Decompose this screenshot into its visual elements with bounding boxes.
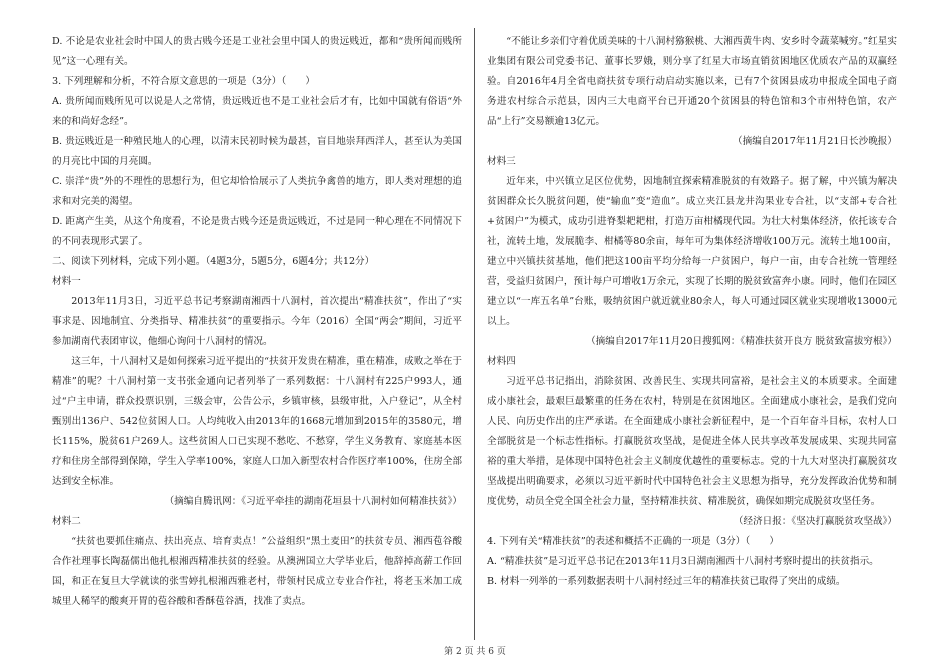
option-b: B. 贵远贱近是一种殖民地人的心理，以清末民初时候为最甚，盲目地崇拜西洋人，甚至认为美国的月亮比中国的月亮圆。: [52, 136, 462, 167]
material-1-para-2: 这三年，十八洞村又是如何探索习近平提出的“扶贫开发贵在精准，重在精准，成败之举在于精准”的呢？十八洞村第一支书张金通向记者列举了一系列数据：十八洞村有225户993人，通过“户主申请，群众投票识别，三级会审，公告公示，乡镇审核，县级审批，入户登记”，从全村甄别出136户、542位贫困人口。人均纯收入由2013年的1668元增加到2015年的3580元，增长115%，脱贫61户269人。这些贫困人口已实现不愁吃、不愁穿，学生义务教育、家庭基本医疗和住房全部得到保障，学生入学率100%，家庭人口加入新型农村合作医疗率100%，住房全部达到安全标准。: [52, 356, 462, 487]
left-column: [52, 32, 462, 612]
material-3-label: 材料三: [487, 156, 516, 167]
q4-option-a: A. “精准扶贫”是习近平总书记在2013年11月3日湖南湘西十八洞村考察时提出的扶贫指示。: [487, 556, 879, 567]
question-4: 4. 下列有关“精准扶贫”的表述和概括不正确的一项是（3分）（ ）: [487, 536, 779, 547]
q4-option-b: B. 材料一列举的一系列数据表明十八洞村经过三年的精准扶贫已取得了突出的成绩。: [487, 576, 846, 587]
option-c: C. 崇洋“贵”外的不理性的思想行为，但它却恰恰展示了人类抗争禽兽的地方，即人类对理想的追求和对完美的渴望。: [52, 176, 462, 207]
material-4-label: 材料四: [487, 356, 516, 367]
material-1-label: 材料一: [52, 276, 81, 287]
question-3: 3. 下列理解和分析，不符合原文意思的一项是（3分）（ ）: [52, 76, 315, 87]
page-footer: 第 2 页 共 6 页: [444, 647, 506, 657]
column-divider: [474, 28, 475, 640]
option-d: D. 距离产生美，从这个角度看，不论是贵古贱今还是贵远贱近，不过是同一种心理在不同情况下的不同表现形式罢了。: [52, 216, 462, 247]
section-heading: 二、阅读下列材料，完成下列小题。（4题3分，5题5分，6题4分；共12分）: [52, 256, 375, 267]
material-2-label: 材料二: [52, 516, 81, 527]
material-4-source: （经济日报：《坚决打赢脱贫攻坚战》）: [733, 516, 897, 527]
material-2-para-1: “扶贫也要抓住痛点、扶出亮点、培育卖点！”公益组织“黑土麦田”的扶贫专员、湘西苞谷酸合作社理事长陶磊儒出他扎根湘西精准扶贫的经验。从澳洲国立大学毕业后，他辞掉高薪工作回国，和正在复旦大学就读的张雪婷扎根湘西雅老村，带领村民成立专业合作社，将老玉米加工成城里人稀罕的酸爽开胃的苞谷酸和香酥苞谷酒，找准了卖点。: [52, 536, 462, 607]
material-1-para-1: 2013年11月3日，习近平总书记考察湖南湘西十八洞村，首次提出“精准扶贫”，作出了“实事求是、因地制宜、分类指导、精准扶贫”的重要指示。今年（2016）全国“两会”期间，习近平参加湖南代表团审议，他细心询问十八洞村的情况。: [52, 296, 462, 347]
material-3-source: （摘编自2017年11月20日搜狐网：《精准扶贫开良方 脱贫致富拔穷根》）: [586, 336, 897, 347]
right-column: [487, 32, 897, 592]
option-a: A. 贵所闻而贱所见可以说是人之常情，贵远贱近也不是工业社会后才有，比如中国就有俗语“外来的和尚好念经”。: [52, 96, 462, 127]
material-4-para: 习近平总书记指出，消除贫困、改善民生、实现共同富裕，是社会主义的本质要求。全面建成小康社会，最艰巨最繁重的任务在农村，特别是在贫困地区。全面建成小康社会，是我们党向人民、向历史作出的庄严承诺。在全面建成小康社会新征程中，是一个百年奋斗目标，农村人口全部脱贫是一个标志性指标。打赢脱贫攻坚战，是促进全体人民共享改革发展成果、实现共同富裕的重大举措，是体现中国特色社会主义制度优越性的重要标志。党的十九大对坚决打赢脱贫攻坚战提出明确要求，必须以习近平新时代中国特色社会主义思想为指导，充分发挥政治优势和制度优势，动员全党全国全社会力量，坚持精准扶贫、精准脱贫，确保如期完成脱贫攻坚任务。: [487, 376, 897, 507]
option-d-prev: D. 不论是农业社会时中国人的贵古贱今还是工业社会里中国人的贵远贱近，都和“贵所闻而贱所见”这一心理有关。: [52, 36, 462, 67]
material-3-para: 近年来，中兴镇立足区位优势，因地制宜探索精准脱贫的有效路子。据了解，中兴镇为解决贫困群众长久脱贫问题，使“输血”变“造血”。成立夹江县龙井沟果业专合社，以“支部+专合社+贫困户”为模式，成功引进脊梨耙耙柑，打造万亩柑橘现代园。为壮大村集体经济，依托该专合社，流转土地，发展脆李、柑橘等80余亩，每年可为集体经济增收100万元。流转土地100亩，建立中兴镇扶贫基地，他们把这100亩平均分给每一户贫困户，每户一亩，由专合社统一管理经营，受益归贫困户，预计每户可增收1万余元，实现了长期的脱贫致富奔小康。同时，他们在园区建立以“一库五名单”台账，吸纳贫困户就近就业80余人，每人可通过园区就业实现增收13000元以上。: [487, 176, 897, 327]
material-1-source: （摘编自腾讯网：《习近平牵挂的湖南花垣县十八洞村如何精准扶贫》）: [164, 496, 462, 507]
material-2-para-2: “不能让乡亲们守着优质美味的十八洞村猕猴桃、大湘西黄牛肉、安乡时令蔬菜喊穷。”红星实业集团有限公司党委书记、董事长罗娥，则分享了红星大市场直销贫困地区优质农产品的双赢经验。自2016年4月全省电商扶贫专项行动启动实施以来，已有7个贫困县成功申报成全国电子商务进农村综合示范县，因内三大电商平台已开通20个贫困县的特色馆和3个市州特色馆，农产品“上行”交易额逾13亿元。: [487, 36, 897, 127]
material-2-source: （摘编自2017年11月21日长沙晚报）: [733, 136, 897, 147]
